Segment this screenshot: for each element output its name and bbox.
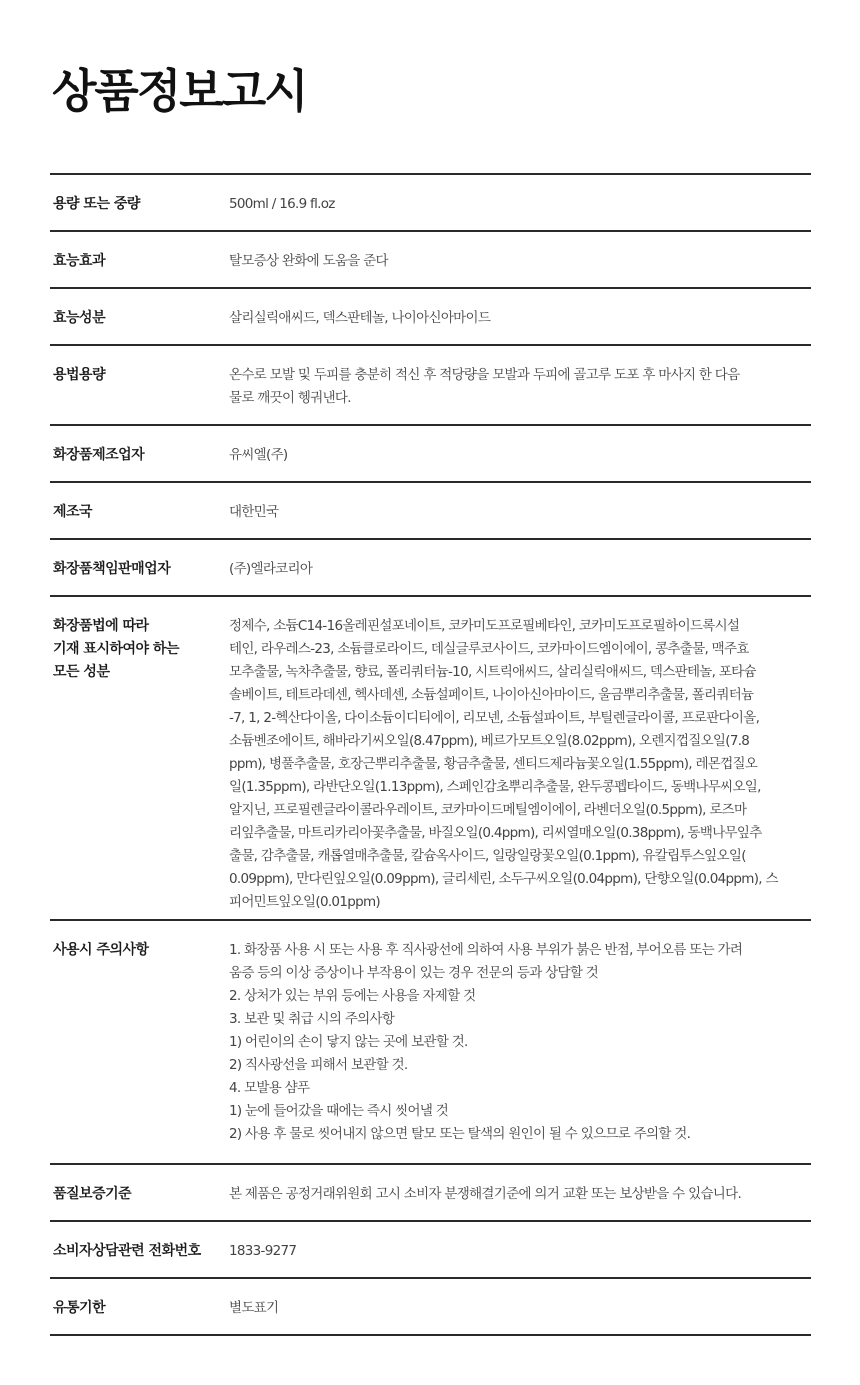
row-label: 용량 또는 중량 (53, 196, 140, 212)
value-line: 물로 깨끗이 헹궈낸다. (229, 390, 351, 406)
table-row (50, 483, 811, 540)
value-line: 대한민국 (229, 504, 279, 520)
table-row (50, 597, 811, 921)
value-line: 1833-9277 (229, 1243, 297, 1259)
value-line: ppm), 병풀추출물, 호장근뿌리추출물, 황금추출물, 센티드제라늄꽃오일(1.55ppm), 레몬껍질오 (229, 756, 758, 772)
value-line: 4. 모발용 샴푸 (229, 1080, 310, 1096)
row-label: 화장품법에 따라 기재 표시하여야 하는 모든 성분 (53, 618, 179, 680)
row-label: 유통기한 (53, 1300, 106, 1316)
row-label: 사용시 주의사항 (53, 942, 149, 958)
row-value (229, 193, 811, 230)
value-line: 솔베이트, 테트라데센, 헥사데센, 소듐설페이트, 나이아신아마이드, 울금뿌리추출물, 폴리쿼터늄 (229, 687, 754, 703)
value-line: 별도표기 (229, 1300, 279, 1316)
value-line: -7, 1, 2-헥산다이올, 다이소듐이디티에이, 리모넨, 소듐설파이트, 부틸렌글라이콜, 프로판다이올, (229, 710, 760, 726)
value-line: (주)엘라코리아 (229, 561, 313, 577)
row-label: 제조국 (53, 504, 93, 520)
table-row (50, 426, 811, 483)
row-label: 효능성분 (53, 310, 106, 326)
value-line: 알지닌, 프로필렌글라이콜라우레이트, 코카마이드메틸엠이에이, 라벤더오일(0.5ppm), 로즈마 (229, 802, 747, 818)
row-value (229, 1297, 811, 1334)
value-line: 움증 등의 이상 증상이나 부작용이 있는 경우 전문의 등과 상담할 것 (229, 965, 599, 981)
row-label: 소비자상담관련 전화번호 (53, 1243, 201, 1259)
value-line: 소듐벤조에이트, 해바라기씨오일(8.47ppm), 베르가모트오일(8.02ppm), 오렌지껍질오일(7.8 (229, 733, 750, 749)
value-line: 1. 화장품 사용 시 또는 사용 후 직사광선에 의하여 사용 부위가 붉은 반점, 부어오름 또는 가려 (229, 942, 743, 958)
page-title: 상품정보고시 (52, 64, 307, 118)
value-line: 0.09ppm), 만다린잎오일(0.09ppm), 글리세린, 소두구씨오일(0.04ppm), 단향오일(0.04ppm), 스 (229, 871, 778, 887)
value-line: 탈모증상 완화에 도움을 준다 (229, 253, 388, 269)
row-value (229, 939, 811, 1163)
value-line: 일(1.35ppm), 라반단오일(1.13ppm), 스페인감초뿌리추출물, 완두콩펩타이드, 동백나무씨오일, (229, 779, 761, 795)
value-line: 피어민트잎오일(0.01ppm) (229, 894, 380, 910)
row-label: 화장품책임판매업자 (53, 561, 171, 577)
value-line: 모추출물, 녹차추출물, 향료, 폴리쿼터늄-10, 시트릭애씨드, 살리실릭애씨드, 덱스판테놀, 포타슘 (229, 664, 756, 680)
product-info-table (50, 173, 811, 1336)
value-line: 리잎추출물, 마트리카리아꽃추출물, 바질오일(0.4ppm), 리씨열매오일(0.38ppm), 동백나무잎추 (229, 825, 762, 841)
table-row (50, 175, 811, 232)
table-row (50, 289, 811, 346)
row-value (229, 1240, 811, 1277)
row-value (229, 501, 811, 538)
row-label: 용법용량 (53, 367, 106, 383)
value-line: 유씨엘(주) (229, 447, 288, 463)
row-label: 품질보증기준 (53, 1186, 132, 1202)
value-line: 본 제품은 공정거래위원회 고시 소비자 분쟁해결기준에 의거 교환 또는 보상받을 수 있습니다. (229, 1186, 742, 1202)
value-line: 500ml / 16.9 fl.oz (229, 196, 335, 212)
row-value (229, 250, 811, 287)
table-row (50, 540, 811, 597)
value-line: 2) 사용 후 물로 씻어내지 않으면 탈모 또는 탈색의 원인이 될 수 있으므로 주의할 것. (229, 1126, 691, 1142)
table-row (50, 921, 811, 1165)
row-value (229, 307, 811, 344)
row-value (229, 558, 811, 595)
value-line: 3. 보관 및 취급 시의 주의사항 (229, 1011, 395, 1027)
value-line: 테인, 라우레스-23, 소듐클로라이드, 데실글루코사이드, 코카마이드엠이에이, 콩추출물, 맥주효 (229, 641, 749, 657)
row-value (229, 444, 811, 481)
row-value (229, 364, 811, 424)
value-line: 정제수, 소듐C14-16올레핀설포네이트, 코카미도프로필베타인, 코카미도프로필하이드록시설 (229, 618, 740, 634)
value-line: 살리실릭애씨드, 덱스판테놀, 나이아신아마이드 (229, 310, 491, 326)
table-row (50, 346, 811, 426)
row-label: 효능효과 (53, 253, 106, 269)
value-line: 2. 상처가 있는 부위 등에는 사용을 자제할 것 (229, 988, 476, 1004)
value-line: 2) 직사광선을 피해서 보관할 것. (229, 1057, 408, 1073)
table-row (50, 1165, 811, 1222)
row-value (229, 615, 811, 919)
table-row (50, 1222, 811, 1279)
value-line: 1) 눈에 들어갔을 때에는 즉시 씻어낼 것 (229, 1103, 449, 1119)
value-line: 출물, 감추출물, 캐롭열매추출물, 칼슘옥사이드, 일랑일랑꽃오일(0.1ppm), 유칼립투스잎오일( (229, 848, 746, 864)
value-line: 1) 어린이의 손이 닿지 않는 곳에 보관할 것. (229, 1034, 468, 1050)
row-value (229, 1183, 811, 1220)
table-row (50, 1279, 811, 1336)
row-label: 화장품제조업자 (53, 447, 145, 463)
value-line: 온수로 모발 및 두피를 충분히 적신 후 적당량을 모발과 두피에 골고루 도포 후 마사지 한 다음 (229, 367, 740, 383)
table-row (50, 232, 811, 289)
